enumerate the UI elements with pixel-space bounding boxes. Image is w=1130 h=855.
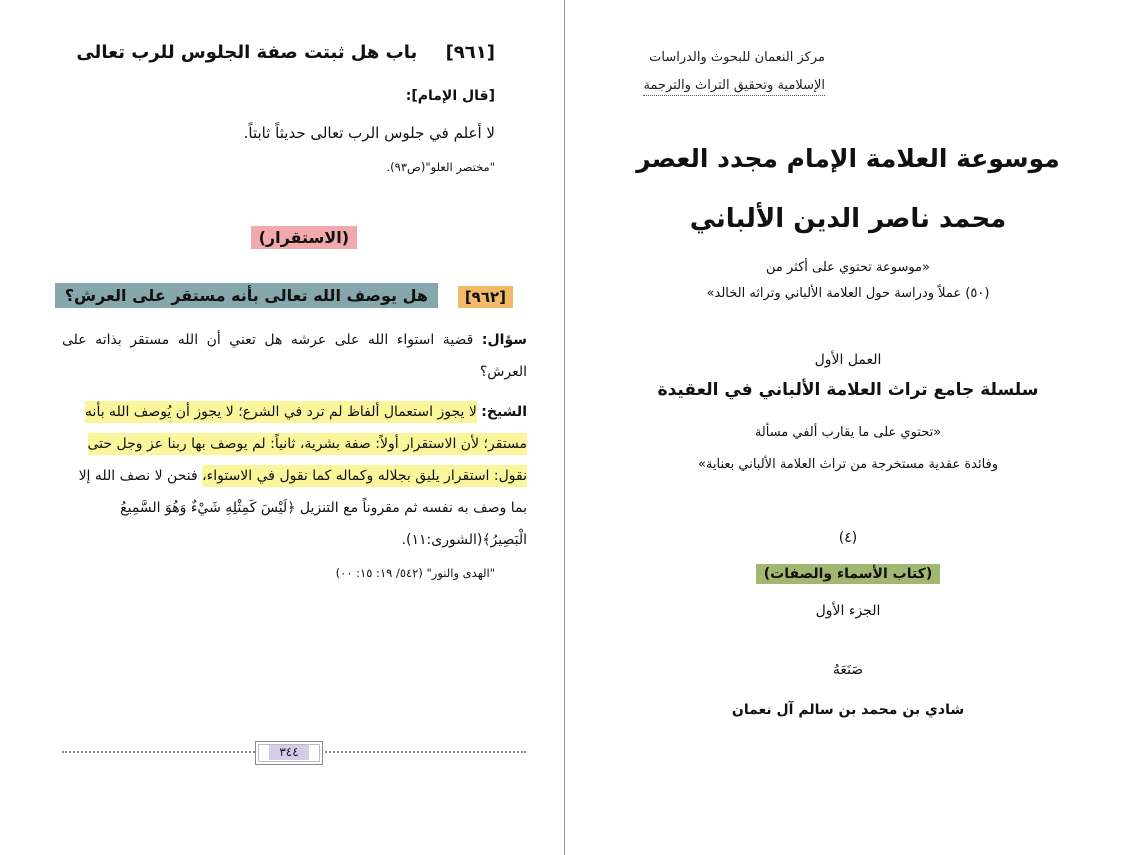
question-text: قضية استواء الله على عرشه هل تعني أن الله مستقر بذاته على العرش؟ xyxy=(62,332,527,380)
made-by-label: صَنَعَهُ xyxy=(832,662,864,678)
part-label: الجزء الأول xyxy=(815,603,881,619)
book-title: (كتاب الأسماء والصفات) xyxy=(756,564,940,584)
chapter-heading xyxy=(35,42,495,63)
volume-number: (٤) xyxy=(838,530,858,546)
answer-line-4 xyxy=(62,492,527,524)
question-paragraph xyxy=(62,324,527,388)
answer-text-5: الْبَصِيرُ﴾(الشورى:١١). xyxy=(401,532,527,548)
page-number: ٣٤٤ xyxy=(269,745,309,760)
chapter-number: [٩٦١] xyxy=(445,42,495,63)
publisher-line-1: مركز النعمان للبحوث والدراسات xyxy=(649,50,825,65)
answer-line-5 xyxy=(62,524,527,556)
chapter-title: باب هل ثبتت صفة الجلوس للرب تعالى xyxy=(76,42,418,63)
answer-text-2: مستقر؛ لأن الاستقرار أولاً: صفة بشرية، ثانياً: لم يوصف بها ربنا عز وجل حتى xyxy=(88,433,528,455)
answer-line-2 xyxy=(62,428,527,460)
description-line-3: «تحتوي على ما يقارب ألفي مسألة xyxy=(754,425,942,440)
question-label: سؤال: xyxy=(481,332,527,348)
source-citation-1: "مختصر العلو"(ص٩٣). xyxy=(386,160,495,174)
question-number: [٩٦٢] xyxy=(458,286,513,308)
answer-text-4: بما وصف به نفسه ثم مقروناً مع التنزيل ﴿لَيْسَ كَمِثْلِهِ شَيْءٌ وَهُوَ السَّمِيعُ xyxy=(120,500,527,516)
right-page xyxy=(566,0,1130,855)
compiler-name: شادي بن محمد بن سالم آل نعمان xyxy=(731,702,965,718)
section-title: (الاستقرار) xyxy=(251,226,357,249)
imam-label: [قال الإمام]: xyxy=(405,88,495,104)
source-citation-2: "الهدى والنور" (٥٤٢/ ١٩: ١٥: ٠٠) xyxy=(335,566,495,580)
description-line-1: «موسوعة تحتوي على أكثر من xyxy=(766,260,930,275)
encyclopedia-title: موسوعة العلامة الإمام مجدد العصر xyxy=(636,144,1060,173)
answer-line-1 xyxy=(62,396,527,428)
imam-quote: لا أعلم في جلوس الرب تعالى حديثاً ثابتاً. xyxy=(243,124,495,142)
answer-text-3: نقول: استقرار يليق بجلاله وكماله كما نقول في الاستواء، xyxy=(202,465,527,487)
page-number-frame xyxy=(255,741,323,765)
answer-text-1: لا يجوز استعمال ألفاظ لم ترد في الشرع؛ لا يجوز أن يُوصف الله بأنه xyxy=(85,401,477,423)
description-line-4: وفائدة عقدية مستخرجة من تراث العلامة الألباني بعناية» xyxy=(697,457,999,472)
answer-line-3 xyxy=(62,460,527,492)
answer-text-3-rest: فنحن لا نصف الله إلا xyxy=(78,468,198,484)
answer-label: الشيخ: xyxy=(481,404,527,420)
author-name-title: محمد ناصر الدين الألباني xyxy=(689,204,1007,234)
book-spine-divider xyxy=(564,0,565,855)
publisher-line-2: الإسلامية وتحقيق التراث والترجمة xyxy=(643,78,825,96)
book-title-wrap xyxy=(566,563,1130,584)
question-title: هل يوصف الله تعالى بأنه مستقر على العرش؟ xyxy=(55,283,438,308)
series-title: سلسلة جامع تراث العلامة الألباني في العقيدة xyxy=(657,380,1039,400)
description-line-2: (٥٠) عملاً ودراسة حول العلامة الألباني وتراثه الخالد» xyxy=(706,286,990,301)
work-label: العمل الأول xyxy=(814,352,882,368)
